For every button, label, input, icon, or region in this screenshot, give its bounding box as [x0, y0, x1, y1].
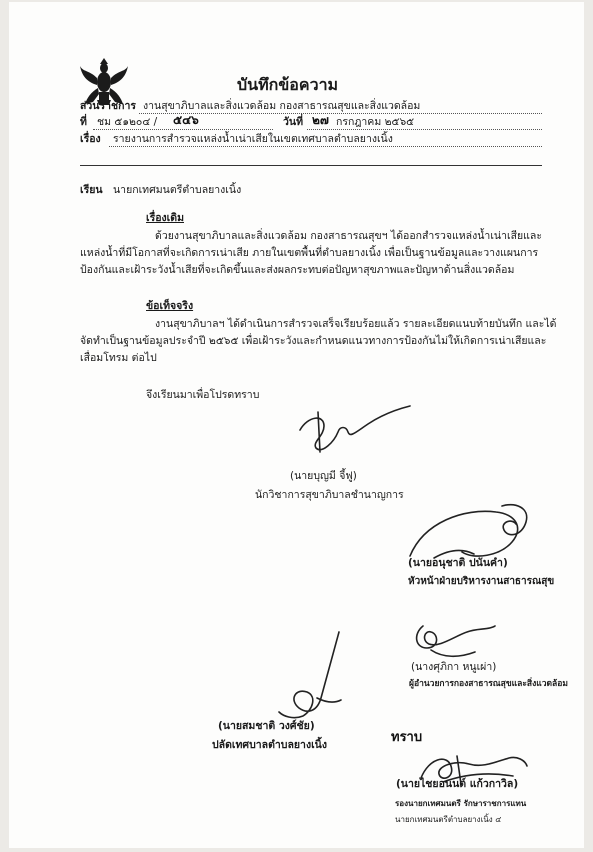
- signer-5-name: (นายไชยอนนต์ แก้วกาวิล): [396, 778, 519, 790]
- to-value: นายกเทศมนตรีตำบลยางเนิ้ง: [113, 184, 242, 196]
- signature-1: [294, 402, 414, 457]
- subject-line: [109, 146, 542, 147]
- date-label: วันที่: [283, 116, 303, 128]
- signer-4-position: ปลัดเทศบาลตำบลยางเนิ้ง: [212, 739, 327, 751]
- date-handwritten: ๒๗: [312, 113, 329, 127]
- header-rule: [80, 165, 542, 166]
- signer-5-position-1: รองนายกเทศมนตรี รักษาราชการแทน: [395, 799, 527, 808]
- signer-3-position: ผู้อำนวยการกองสาธารณสุขและสิ่งแวดล้อม: [409, 679, 568, 689]
- ref-line: [93, 129, 273, 130]
- background-line-1: ด้วยงานสุขาภิบาลและสิ่งแวดล้อม กองสาธารณสุขฯ ได้ออกสำรวจแหล่งน้ำเน่าเสียและ: [155, 230, 542, 242]
- subject-label: เรื่อง: [80, 133, 101, 145]
- agency-value: งานสุขาภิบาลและสิ่งแวดล้อม กองสาธารณสุขและสิ่งแวดล้อม: [143, 100, 421, 112]
- memo-title: บันทึกข้อความ: [237, 75, 339, 94]
- signer-4-name: (นายสมชาติ วงศ์ชัย): [218, 720, 315, 732]
- signer-2-position: หัวหน้าฝ่ายบริหารงานสาธารณสุข: [408, 576, 555, 587]
- ref-label: ที่: [80, 116, 87, 128]
- ref-handwritten: ๕๔๖: [173, 113, 199, 127]
- signature-4: [277, 628, 347, 720]
- date-line: [307, 129, 542, 130]
- agency-label: ส่วนราชการ: [80, 100, 137, 112]
- closing-text: จึงเรียนมาเพื่อโปรดทราบ: [146, 389, 260, 401]
- signer-2-name: (นายอนุชาติ ปนันคำ): [408, 557, 508, 569]
- signer-3-name: (นางศุภิกา หนูเผ่า): [411, 661, 497, 673]
- signature-3: [409, 618, 499, 664]
- background-line-2: แหล่งน้ำที่มีโอกาสที่จะเกิดการเน่าเสีย ภายในเขตพื้นที่ตำบลยางเนิ้ง เพื่อเป็นฐานข้อมูลและวางแผนการ: [80, 247, 539, 259]
- signer-5-position-2: นายกเทศมนตรีตำบลยางเนิ้ง ๔: [395, 815, 502, 824]
- signer-1-name: (นายบุญมี จี้ฟู): [290, 470, 357, 482]
- garuda-emblem: [79, 58, 129, 106]
- agency-line: [139, 113, 542, 114]
- date-value: กรกฎาคม ๒๕๖๕: [336, 116, 415, 128]
- acknowledge-note: ทราบ: [391, 730, 423, 745]
- to-label: เรียน: [80, 184, 103, 196]
- facts-line-2: จัดทำเป็นฐานข้อมูลประจำปี ๒๕๖๕ เพื่อเฝ้าระวังและกำหนดแนวทางการป้องกันไม่ให้เกิดการเน่าเสียและ: [80, 335, 547, 347]
- signer-1-position: นักวิชาการสุขาภิบาลชำนาญการ: [255, 489, 404, 501]
- background-heading: เรื่องเดิม: [146, 212, 184, 224]
- ref-value: ชม ๕๑๒๐๔ /: [97, 116, 158, 128]
- facts-line-1: งานสุขาภิบาลฯ ได้ดำเนินการสำรวจเสร็จเรียบร้อยแล้ว รายละเอียดแนบท้ายบันทึก และได้: [155, 318, 557, 330]
- facts-line-3: เสื่อมโทรม ต่อไป: [80, 352, 157, 364]
- background-line-3: ป้องกันและเฝ้าระวังน้ำเสียที่จะเกิดขึ้นและส่งผลกระทบต่อปัญหาสุขภาพและปัญหาด้านสิ่งแวดล้อม: [80, 264, 515, 276]
- facts-heading: ข้อเท็จจริง: [146, 300, 194, 312]
- subject-value: รายงานการสำรวจแหล่งน้ำเน่าเสียในเขตเทศบาลตำบลยางเนิ้ง: [113, 133, 393, 145]
- memo-page: [9, 2, 584, 848]
